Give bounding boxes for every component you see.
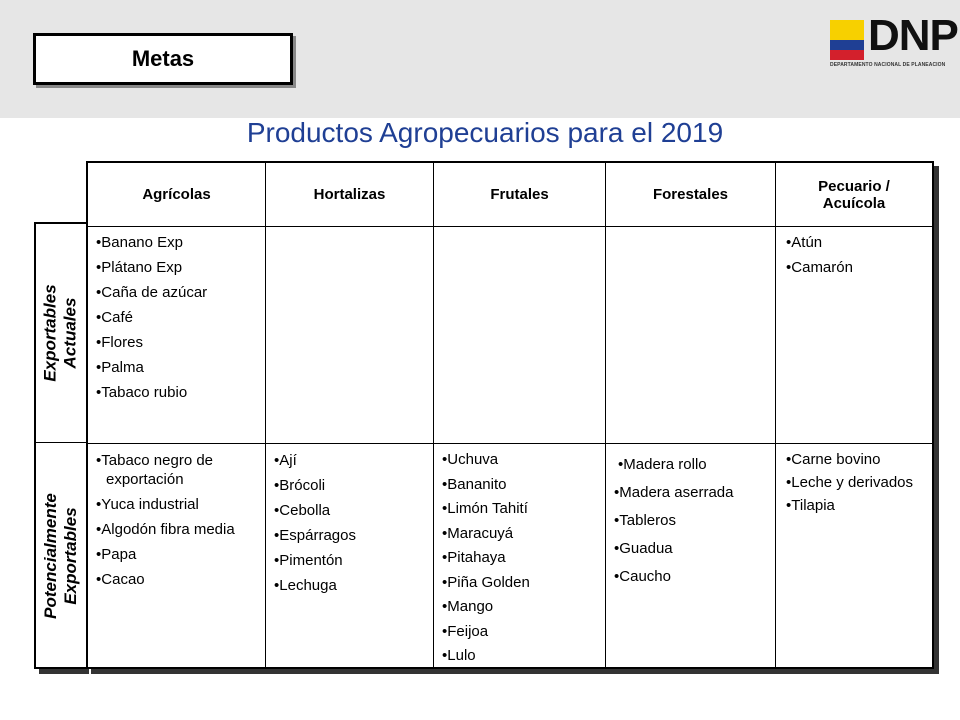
list-item: • Brócoli	[274, 476, 433, 495]
row-labels	[34, 222, 86, 669]
column-header-agricolas: Agrícolas	[88, 163, 266, 226]
list-item: • Madera rollo	[614, 455, 775, 475]
column-divider	[605, 226, 606, 669]
cell-actuales-pecuario	[778, 227, 928, 283]
section-label-text: Metas	[131, 46, 195, 71]
list-item: • Plátano Exp	[96, 258, 265, 277]
list-item: • Guadua	[614, 539, 775, 559]
products-table	[86, 161, 934, 669]
column-header-hortalizas: Hortalizas	[266, 163, 434, 226]
row-label-exportables-actuales	[36, 224, 86, 442]
list-item: • Pitahaya	[442, 549, 605, 568]
list-item: • Lulo	[442, 647, 605, 666]
list-item: • Palma	[96, 358, 265, 377]
page-title: Productos Agropecuarios para el 2019	[246, 117, 724, 148]
column-divider	[775, 226, 776, 669]
column-header-pecuario: Pecuario / Acuícola	[818, 177, 890, 212]
list-item: • Maracuyá	[442, 525, 605, 544]
list-item: • Cebolla	[274, 501, 433, 520]
list-item: • Uchuva	[442, 451, 605, 470]
list-item: • Tabaco negro de exportación	[96, 451, 265, 489]
logo-subtitle: DEPARTAMENTO NACIONAL DE PLANEACION	[830, 62, 946, 68]
colombia-flag-icon	[830, 20, 864, 60]
cell-potenciales-agricolas	[88, 445, 265, 595]
list-item: • Tabaco rubio	[96, 383, 265, 402]
list-item: • Ají	[274, 451, 433, 470]
list-item: • Bananito	[442, 476, 605, 495]
list-item: • Espárragos	[274, 526, 433, 545]
list-item: • Mango	[442, 598, 605, 617]
list-item: • Carne bovino	[786, 451, 930, 468]
list-item: • Flores	[96, 333, 265, 352]
cell-potenciales-frutales	[434, 445, 605, 672]
list-item: • Piña Golden	[442, 574, 605, 593]
cell-potenciales-hortalizas	[266, 445, 433, 601]
row-label-line: Exportables	[41, 284, 60, 382]
list-item: • Banano Exp	[96, 233, 265, 252]
list-item: • Cacao	[96, 570, 265, 589]
dnp-logo	[830, 11, 958, 72]
row-label-line: Actuales	[61, 297, 80, 369]
section-label	[33, 33, 293, 85]
list-item: • Atún	[786, 233, 928, 252]
column-header-frutales: Frutales	[434, 163, 606, 226]
row-divider	[88, 443, 932, 444]
list-item: • Leche y derivados	[786, 474, 930, 491]
list-item: • Caña de azúcar	[96, 283, 265, 302]
list-item: • Madera aserrada	[614, 483, 775, 503]
cell-actuales-agricolas	[88, 227, 265, 408]
row-label-line: Exportables	[61, 507, 80, 605]
list-item: • Pimentón	[274, 551, 433, 570]
cell-potenciales-pecuario	[778, 445, 930, 520]
column-header-forestales: Forestales	[606, 163, 776, 226]
logo-name: DNP	[868, 11, 958, 60]
row-label-line: Potencialmente	[41, 493, 60, 619]
cell-potenciales-forestales	[606, 449, 775, 595]
list-item: • Papa	[96, 545, 265, 564]
list-item: • Tableros	[614, 511, 775, 531]
list-item: • Feijoa	[442, 623, 605, 642]
list-item: • Camarón	[786, 258, 928, 277]
row-label-potencialmente-exportables	[36, 443, 86, 669]
list-item: • Limón Tahití	[442, 500, 605, 519]
list-item: • Yuca industrial	[96, 495, 265, 514]
list-item: • Caucho	[614, 567, 775, 587]
list-item: • Tilapia	[786, 497, 930, 514]
list-item: • Café	[96, 308, 265, 327]
list-item: • Lechuga	[274, 576, 433, 595]
list-item: • Algodón fibra media	[96, 520, 265, 539]
